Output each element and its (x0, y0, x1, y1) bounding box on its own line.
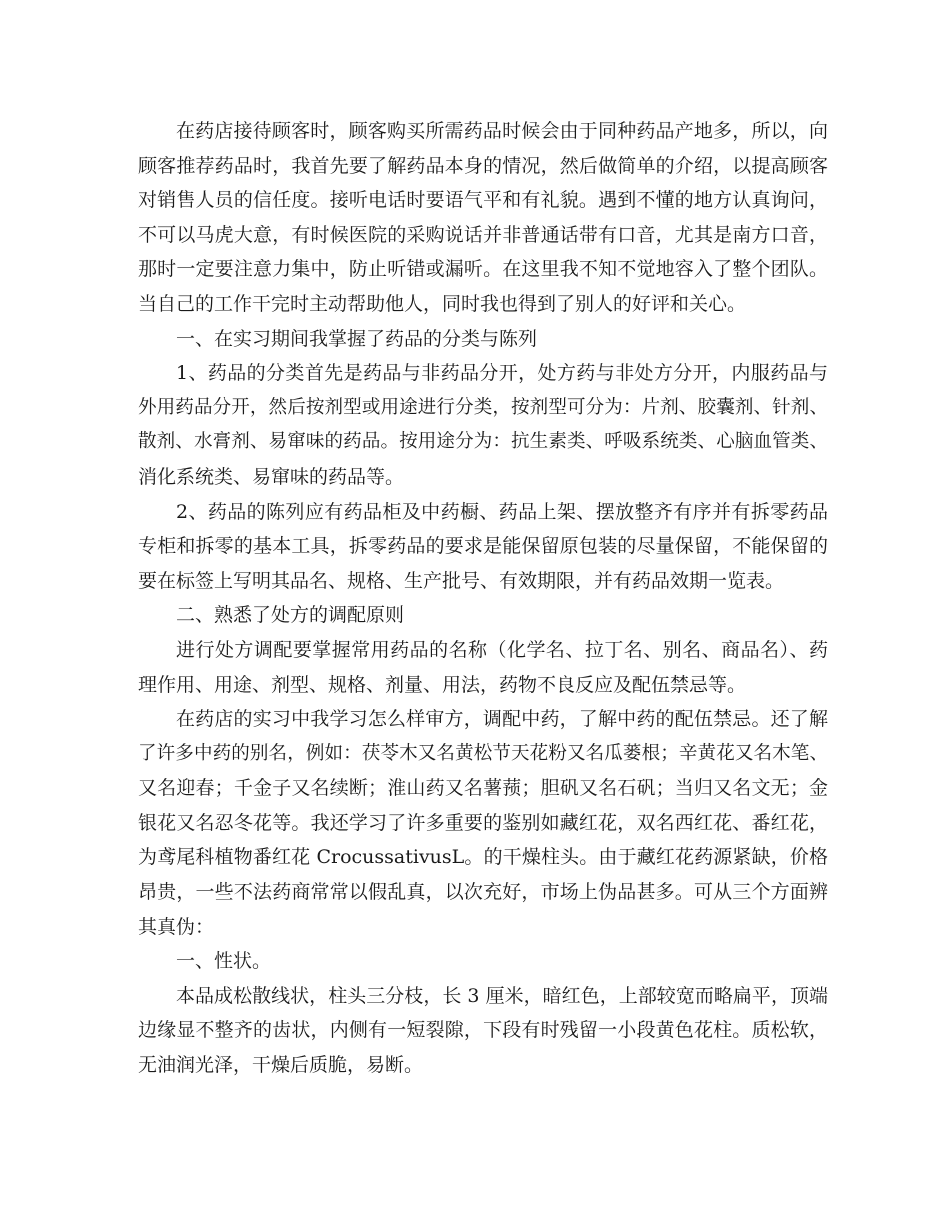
paragraph-line: 对销售人员的信任度。接听电话时要语气平和有礼貌。遇到不懂的地方认真询问， (138, 189, 828, 212)
paragraph-line: 专柜和拆零的基本工具，拆零药品的要求是能保留原包装的尽量保留，不能保留的 (138, 535, 828, 558)
paragraph-line: 进行处方调配要掌握常用药品的名称（化学名、拉丁名、别名、商品名）、药 (176, 638, 828, 661)
paragraph-p3 (138, 356, 828, 494)
paragraph-line: 其真伪： (138, 915, 215, 938)
paragraph-line: 当自己的工作干完时主动帮助他人，同时我也得到了别人的好评和关心。 (138, 292, 747, 315)
paragraph-line: 1、药品的分类首先是药品与非药品分开，处方药与非处方分开，内服药品与 (176, 362, 828, 385)
document-body (138, 114, 828, 1083)
paragraph-line: 一、在实习期间我掌握了药品的分类与陈列 (176, 327, 538, 350)
paragraph-p5 (138, 598, 828, 633)
paragraph-line: 外用药品分开，然后按剂型或用途进行分类，按剂型可分为：片剂、胶囊剂、针剂、 (138, 396, 828, 418)
paragraph-line: 边缘显不整齐的齿状，内侧有一短裂隙，下段有时残留一小段黄色花柱。质松软， (138, 1019, 828, 1042)
paragraph-line: 在药店接待顾客时，顾客购买所需药品时候会由于同种药品产地多，所以，向 (176, 120, 828, 142)
paragraph-line: 顾客推荐药品时，我首先要了解药品本身的情况，然后做简单的介绍，以提高顾客 (138, 154, 828, 177)
paragraph-line: 散剂、水膏剂、易窜味的药品。按用途分为：抗生素类、呼吸系统类、心脑血管类、 (138, 431, 828, 453)
paragraph-line: 本品成松散线状，柱头三分枝，长 3 厘米，暗红色，上部较宽而略扁平，顶端 (176, 984, 828, 1007)
paragraph-p7 (138, 702, 828, 944)
paragraph-line: 消化系统类、易窜味的药品等。 (138, 465, 405, 488)
paragraph-p9 (138, 979, 828, 1083)
paragraph-p4 (138, 495, 828, 599)
paragraph-line: 为鸢尾科植物番红花 CrocussativusL。的干燥柱头。由于藏红花药源紧缺，价格 (138, 846, 828, 869)
paragraph-line: 二、熟悉了处方的调配原则 (176, 604, 405, 627)
paragraph-line: 又名迎春；千金子又名续断；淮山药又名薯蓣；胆矾又名石矾；当归又名文无；金 (138, 777, 828, 800)
paragraph-line: 那时一定要注意力集中，防止听错或漏听。在这里我不知不觉地容入了整个团队。 (138, 258, 828, 281)
paragraph-line: 不可以马虎大意，有时候医院的采购说话并非普通话带有口音，尤其是南方口音， (138, 223, 828, 246)
paragraph-line: 银花又名忍冬花等。我还学习了许多重要的鉴别如藏红花，双名西红花、番红花， (138, 811, 828, 834)
paragraph-p2 (138, 322, 828, 357)
paragraph-line: 在药店的实习中我学习怎么样审方，调配中药，了解中药的配伍禁忌。还了解 (176, 708, 828, 731)
paragraph-line: 一、性状。 (176, 950, 272, 973)
paragraph-line: 2、药品的陈列应有药品柜及中药橱、药品上架、摆放整齐有序并有拆零药品 (176, 500, 828, 523)
paragraph-p6 (138, 633, 828, 702)
paragraph-p1 (138, 114, 828, 322)
paragraph-line: 无油润光泽，干燥后质脆，易断。 (138, 1054, 424, 1077)
paragraph-line: 理作用、用途、剂型、规格、剂量、用法，药物不良反应及配伍禁忌等。 (138, 673, 747, 696)
paragraph-line: 要在标签上写明其品名、规格、生产批号、有效期限，并有药品效期一览表。 (138, 569, 785, 592)
paragraph-line: 了许多中药的别名，例如：茯苓木又名黄松节天花粉又名瓜蒌根；辛黄花又名木笔、 (138, 742, 828, 764)
paragraph-p8 (138, 944, 828, 979)
paragraph-line: 昂贵，一些不法药商常常以假乱真，以次充好，市场上伪品甚多。可从三个方面辨 (138, 881, 828, 904)
